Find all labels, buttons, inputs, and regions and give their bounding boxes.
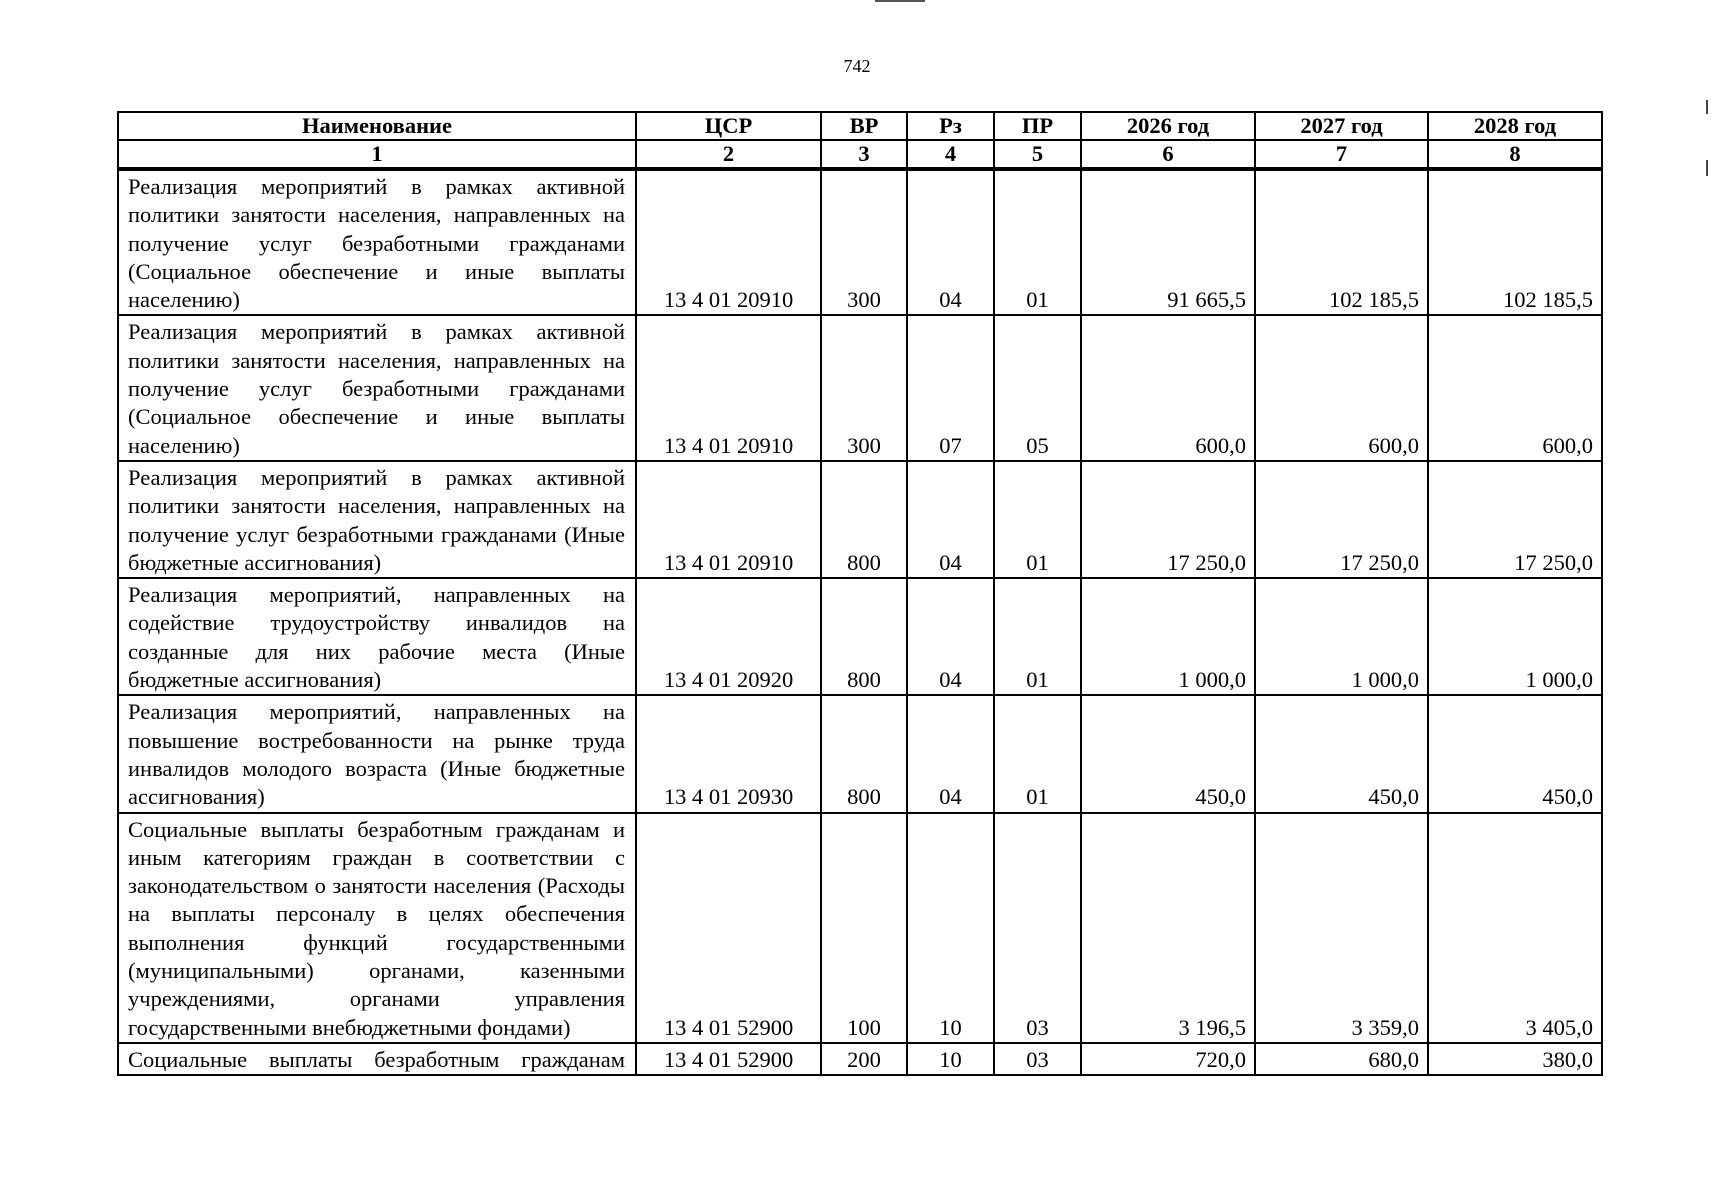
row-name: Реализация мероприятий, направленных на повышение востребованности на рынке труда инвалидов молодого возраста (Иные бюджетные ассигнования) (118, 695, 636, 812)
column-number-row (118, 140, 1602, 169)
row-vr: 300 (821, 169, 907, 315)
row-vr: 800 (821, 461, 907, 578)
row-rz: 10 (907, 1043, 994, 1075)
row-2028: 17 250,0 (1428, 461, 1602, 578)
row-name: Социальные выплаты безработным гражданам (118, 1043, 636, 1075)
row-csr: 13 4 01 20930 (636, 695, 821, 812)
row-pr: 01 (994, 461, 1081, 578)
scan-top-mark (875, 0, 925, 2)
table-row (118, 1043, 1602, 1075)
row-vr: 800 (821, 695, 907, 812)
row-vr: 300 (821, 315, 907, 460)
row-pr: 03 (994, 813, 1081, 1043)
row-2026: 450,0 (1081, 695, 1255, 812)
row-2026: 600,0 (1081, 315, 1255, 460)
row-2028: 450,0 (1428, 695, 1602, 812)
row-2026: 3 196,5 (1081, 813, 1255, 1043)
column-number: 4 (907, 140, 994, 169)
table-row (118, 461, 1602, 578)
page-number: 742 (843, 56, 871, 76)
row-name: Реализация мероприятий, направленных на содействие трудоустройству инвалидов на созданные для них рабочие места (Иные бюджетные ассигнования) (118, 578, 636, 695)
row-2028: 380,0 (1428, 1043, 1602, 1075)
column-number: 2 (636, 140, 821, 169)
table-row (118, 695, 1602, 812)
row-rz: 04 (907, 461, 994, 578)
header-name: Наименование (118, 112, 636, 140)
header-pr: ПР (994, 112, 1081, 140)
row-2027: 450,0 (1255, 695, 1428, 812)
row-pr: 01 (994, 578, 1081, 695)
row-2027: 102 185,5 (1255, 169, 1428, 315)
header-row (118, 112, 1602, 140)
row-rz: 07 (907, 315, 994, 460)
row-pr: 01 (994, 695, 1081, 812)
budget-table (117, 111, 1603, 1076)
header-2028: 2028 год (1428, 112, 1602, 140)
row-rz: 10 (907, 813, 994, 1043)
header-vr: ВР (821, 112, 907, 140)
column-number: 3 (821, 140, 907, 169)
row-csr: 13 4 01 20910 (636, 461, 821, 578)
row-rz: 04 (907, 578, 994, 695)
row-pr: 03 (994, 1043, 1081, 1075)
row-2027: 3 359,0 (1255, 813, 1428, 1043)
row-2028: 3 405,0 (1428, 813, 1602, 1043)
row-csr: 13 4 01 52900 (636, 813, 821, 1043)
row-csr: 13 4 01 52900 (636, 1043, 821, 1075)
row-vr: 200 (821, 1043, 907, 1075)
table-row (118, 315, 1602, 460)
row-name: Реализация мероприятий в рамках активной политики занятости населения, направленных на получение услуг безработными гражданами (Иные бюджетные ассигнования) (118, 461, 636, 578)
row-csr: 13 4 01 20920 (636, 578, 821, 695)
header-2026: 2026 год (1081, 112, 1255, 140)
column-number: 1 (118, 140, 636, 169)
header-rz: Рз (907, 112, 994, 140)
column-number: 6 (1081, 140, 1255, 169)
row-2027: 1 000,0 (1255, 578, 1428, 695)
header-2027: 2027 год (1255, 112, 1428, 140)
row-2028: 1 000,0 (1428, 578, 1602, 695)
table-row (118, 169, 1602, 315)
scan-edge-mark (1706, 100, 1708, 114)
row-2026: 91 665,5 (1081, 169, 1255, 315)
row-2028: 102 185,5 (1428, 169, 1602, 315)
row-2027: 600,0 (1255, 315, 1428, 460)
header-csr: ЦСР (636, 112, 821, 140)
row-2027: 17 250,0 (1255, 461, 1428, 578)
row-pr: 05 (994, 315, 1081, 460)
column-number: 7 (1255, 140, 1428, 169)
row-rz: 04 (907, 169, 994, 315)
row-csr: 13 4 01 20910 (636, 315, 821, 460)
scan-edge-mark (1706, 160, 1708, 176)
row-2026: 17 250,0 (1081, 461, 1255, 578)
column-number: 5 (994, 140, 1081, 169)
row-2028: 600,0 (1428, 315, 1602, 460)
row-rz: 04 (907, 695, 994, 812)
column-number: 8 (1428, 140, 1602, 169)
row-name: Реализация мероприятий в рамках активной политики занятости населения, направленных на получение услуг безработными гражданами (Социальное обеспечение и иные выплаты населению) (118, 169, 636, 315)
row-2026: 720,0 (1081, 1043, 1255, 1075)
row-2026: 1 000,0 (1081, 578, 1255, 695)
row-name: Реализация мероприятий в рамках активной политики занятости населения, направленных на получение услуг безработными гражданами (Социальное обеспечение и иные выплаты населению) (118, 315, 636, 460)
row-2027: 680,0 (1255, 1043, 1428, 1075)
row-csr: 13 4 01 20910 (636, 169, 821, 315)
row-pr: 01 (994, 169, 1081, 315)
row-vr: 800 (821, 578, 907, 695)
row-name: Социальные выплаты безработным гражданам и иным категориям граждан в соответствии с законодательством о занятости населения (Расходы на выплаты персоналу в целях обеспечения выполнения функций государственными (муниципальными) органами, казенными учреждениями, органами управления государственными внебюджетными фондами) (118, 813, 636, 1043)
table-row (118, 578, 1602, 695)
table-row (118, 813, 1602, 1043)
row-vr: 100 (821, 813, 907, 1043)
